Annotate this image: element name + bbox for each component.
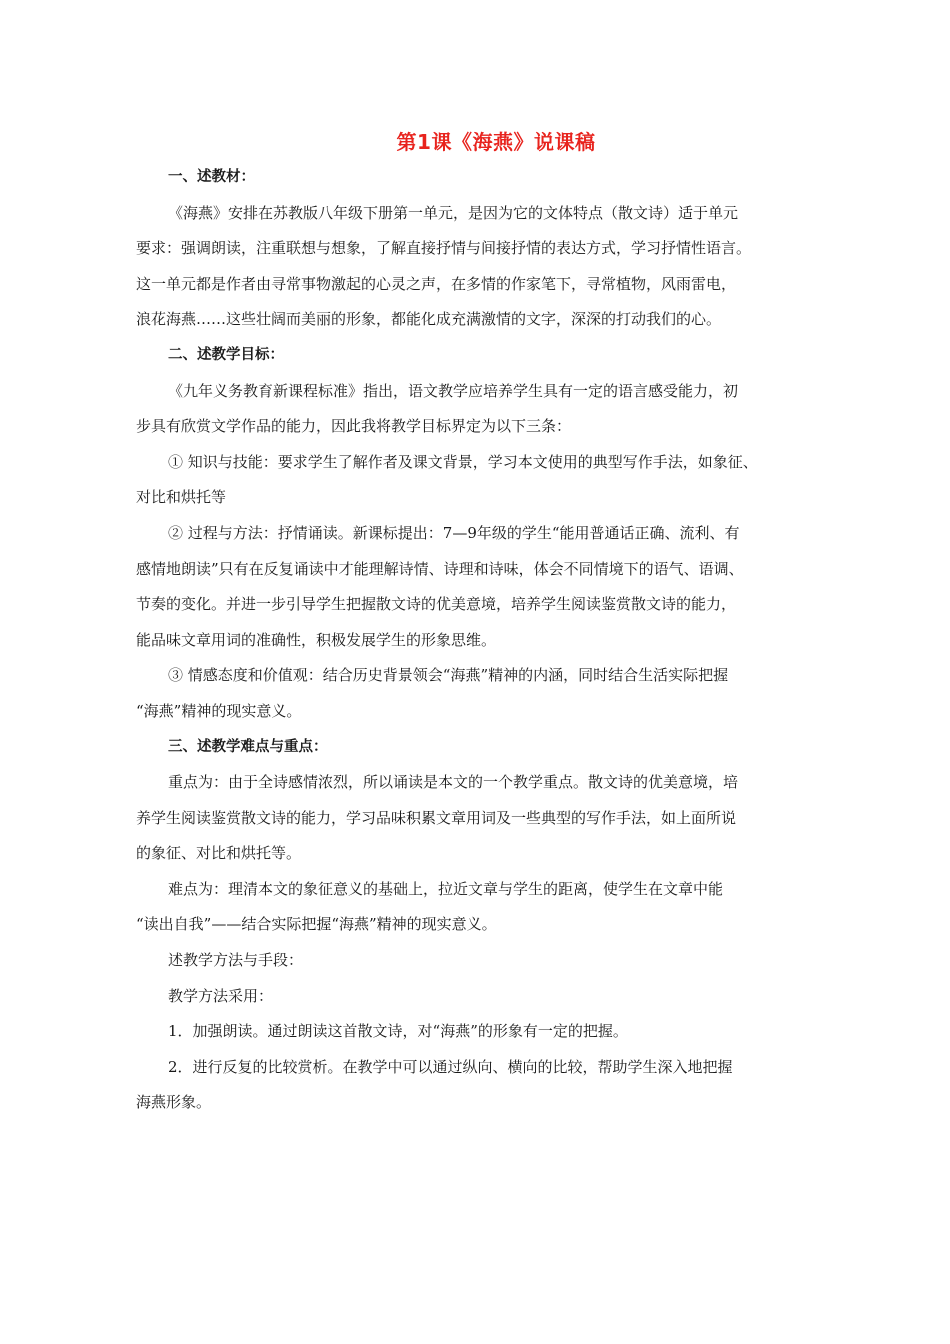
method-item-reading: 1．加强朗读。通过朗读这首散文诗，对“海燕”的形象有一定的把握。 (168, 1022, 628, 1041)
section-heading-methods: 述教学方法与手段： (168, 951, 304, 970)
difficulty-line: 难点为：理清本文的象征意义的基础上，拉近文章与学生的距离，使学生在文章中能 (168, 879, 724, 898)
paragraph-line: 感情地朗读”只有在反复诵读中才能理解诗情、诗理和诗味，体会不同情境下的语气、语调、 (136, 559, 744, 578)
paragraph-line: 能品味文章用词的准确性，积极发展学生的形象思维。 (136, 630, 497, 649)
goal-item-emotion: ③ 情感态度和价值观：结合历史背景领会“海燕”精神的内涵，同时结合生活实际把握 (168, 666, 729, 685)
paragraph-line: “海燕”精神的现实意义。 (136, 701, 302, 720)
paragraph-line: 养学生阅读鉴赏散文诗的能力，学习品味积累文章用词及一些典型的写作手法，如上面所说 (136, 808, 737, 827)
paragraph-line: 《九年义务教育新课程标准》指出，语文教学应培养学生具有一定的语言感受能力，初 (168, 381, 739, 400)
paragraph-line: “读出自我”——结合实际把握“海燕”精神的现实意义。 (136, 915, 497, 934)
document-body (136, 160, 826, 1121)
method-item-comparison: 2．进行反复的比较赏析。在教学中可以通过纵向、横向的比较，帮助学生深入地把握 (168, 1057, 733, 1076)
methods-subheading: 教学方法采用： (168, 986, 274, 1005)
goal-item-process: ② 过程与方法：抒情诵读。新课标提出：7—9年级的学生“能用普通话正确、流利、有 (168, 523, 740, 542)
paragraph-line: 步具有欣赏文学作品的能力，因此我将教学目标界定为以下三条： (136, 417, 572, 436)
paragraph-line: 浪花海燕……这些壮阔而美丽的形象，都能化成充满激情的文字，深深的打动我们的心。 (136, 310, 722, 329)
paragraph-line: 要求：强调朗读，注重联想与想象，了解直接抒情与间接抒情的表达方式，学习抒情性语言。 (136, 239, 752, 258)
goal-item-knowledge: ① 知识与技能：要求学生了解作者及课文背景，学习本文使用的典型写作手法，如象征、 (168, 452, 758, 471)
paragraph-line: 海燕形象。 (136, 1093, 212, 1112)
section-heading-textbook: 一、述教材： (168, 169, 255, 185)
section-heading-goals: 二、述教学目标： (168, 346, 284, 363)
paragraph-line: 的象征、对比和烘托等。 (136, 844, 302, 863)
paragraph-line: 对比和烘托等 (136, 488, 227, 507)
document-title: 第1课《海燕》说课稿 (396, 130, 596, 154)
key-point-line: 重点为：由于全诗感情浓烈，所以诵读是本文的一个教学重点。散文诗的优美意境，培 (168, 773, 739, 792)
paragraph-line: 《海燕》安排在苏教版八年级下册第一单元，是因为它的文体特点（散文诗）适于单元 (168, 203, 739, 222)
paragraph-line: 节奏的变化。并进一步引导学生把握散文诗的优美意境，培养学生阅读鉴赏散文诗的能力， (136, 595, 737, 614)
paragraph-line: 这一单元都是作者由寻常事物激起的心灵之声，在多情的作家笔下，寻常植物，风雨雷电， (136, 274, 737, 293)
section-heading-focus: 三、述教学难点与重点： (168, 738, 328, 755)
